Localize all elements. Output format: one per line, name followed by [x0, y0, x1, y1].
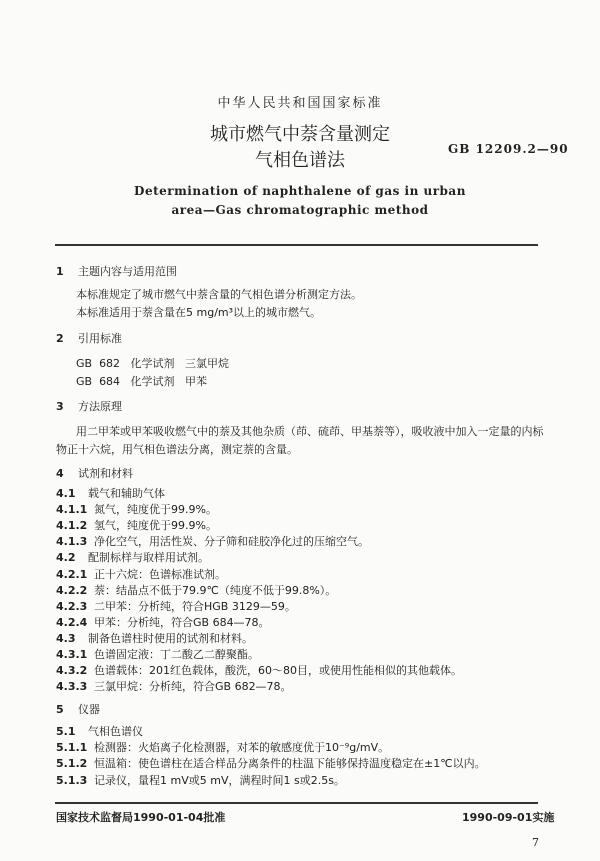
clause-number: 4.2.3: [56, 599, 88, 613]
clause-item: [56, 739, 389, 755]
clause-text: 恒温箱：使色谱柱在适合样品分离条件的柱温下能够保持温度稳定在±1℃以内。: [94, 757, 486, 771]
clause-item: [56, 582, 336, 598]
clause-number: 4.3.3: [56, 680, 88, 694]
clause-number: 5.1.2: [56, 757, 88, 771]
clause-item: [56, 517, 217, 533]
clause-item: [56, 630, 253, 646]
clause-number: 4.3.2: [56, 664, 88, 678]
issuer-header: 中华人民共和国国家标准: [217, 96, 383, 111]
paragraph: 物正十六烷，用气相色谱法分离，测定萘的含量。: [56, 443, 298, 456]
clause-number: 5.1.3: [56, 773, 88, 787]
clause-item: [56, 678, 292, 694]
clause-item: [56, 598, 296, 614]
clause-text: 二甲苯：分析纯，符合HGB 3129—59。: [94, 599, 296, 613]
section-2-heading: 2 引用标准: [56, 332, 122, 345]
clause-number: 5.1.1: [56, 741, 88, 755]
clause-item: [56, 566, 226, 582]
clause-text: 色谱载体：201红色载体，酸洗，60～80目，或使用性能相似的其他载体。: [94, 664, 462, 678]
clause-text: 正十六烷：色谱标准试剂。: [94, 567, 226, 581]
clause-item: [56, 485, 165, 501]
section-1-heading: 1 主题内容与适用范围: [56, 265, 177, 278]
clause-text: 氮气，纯度优于99.9%。: [94, 503, 217, 517]
clause-text: 氢气，纯度优于99.9%。: [94, 519, 217, 533]
clause-text: 检测器：火焰离子化检测器，对苯的敏感度优于10⁻⁹g/mV。: [94, 741, 390, 755]
clause-number: 4.1.1: [56, 503, 88, 517]
english-title-2: area—Gas chromatographic method: [171, 203, 429, 217]
page-number: 7: [532, 836, 539, 849]
section-5-heading: 5 仪器: [56, 703, 100, 716]
clause-number: 4.1: [56, 487, 76, 500]
clause-item: [56, 533, 369, 549]
clause-number: 4.2.1: [56, 567, 88, 581]
paragraph: 本标准规定了城市燃气中萘含量的气相色谱分析测定方法。: [76, 288, 362, 301]
reference: GB 684 化学试剂 甲苯: [76, 375, 208, 388]
clause-text: 三氯甲烷：分析纯，符合GB 682—78。: [94, 680, 292, 694]
clause-text: 气相色谱仪: [88, 725, 143, 738]
paragraph: 用二甲苯或甲苯吸收燃气中的萘及其他杂质（茚、硫茚、甲基萘等），吸收液中加入一定量的内标: [76, 425, 544, 438]
clause-number: 5.1: [56, 725, 76, 738]
clause-number: 4.1.2: [56, 519, 88, 533]
title-line-2: 气相色谱法: [255, 150, 345, 171]
clause-number: 4.3: [56, 631, 76, 645]
clause-item: [56, 772, 345, 788]
clause-text: 甲苯：分析纯，符合GB 684—78。: [94, 615, 270, 629]
clause-item: [56, 755, 486, 771]
clause-number: 4.2.4: [56, 615, 88, 629]
clause-text: 配制标样与取样用试剂。: [88, 551, 209, 565]
footer-rule: [55, 802, 538, 804]
clause-number: 4.2.2: [56, 583, 88, 597]
clause-item: [56, 614, 270, 630]
section-4-heading: 4 试剂和材料: [56, 467, 133, 480]
paragraph: 本标准适用于萘含量在5 mg/m³以上的城市燃气。: [76, 306, 322, 319]
clause-text: 载气和辅助气体: [88, 487, 165, 500]
english-title-1: Determination of naphthalene of gas in urban: [134, 184, 466, 198]
clause-item: [56, 662, 462, 678]
clause-text: 色谱固定液：丁二酸乙二醇聚酯。: [94, 648, 259, 661]
clause-text: 净化空气，用活性炭、分子筛和硅胶净化过的压缩空气。: [94, 535, 369, 549]
clause-text: 萘：结晶点不低于79.9℃（纯度不低于99.8%）。: [94, 583, 337, 597]
clause-number: 4.3.1: [56, 648, 88, 661]
clause-item: [56, 646, 259, 662]
approval-date: 国家技术监督局1990-01-04批准: [56, 811, 226, 824]
effective-date: 1990-09-01实施: [462, 811, 555, 824]
clause-item: [56, 501, 217, 517]
standard-number: GB 12209.2—90: [448, 142, 569, 156]
clause-item: [56, 549, 209, 565]
clause-number: 4.1.3: [56, 535, 88, 549]
header-rule: [55, 244, 538, 246]
clause-text: 记录仪，量程1 mV或5 mV，满程时间1 s或2.5s。: [94, 773, 345, 787]
clause-number: 4.2: [56, 551, 76, 565]
reference: GB 682 化学试剂 三氯甲烷: [76, 357, 230, 370]
clause-item: [56, 723, 143, 739]
clause-text: 制备色谱柱时使用的试剂和材料。: [88, 631, 253, 645]
section-3-heading: 3 方法原理: [56, 400, 122, 413]
title-line-1: 城市燃气中萘含量测定: [210, 124, 390, 145]
